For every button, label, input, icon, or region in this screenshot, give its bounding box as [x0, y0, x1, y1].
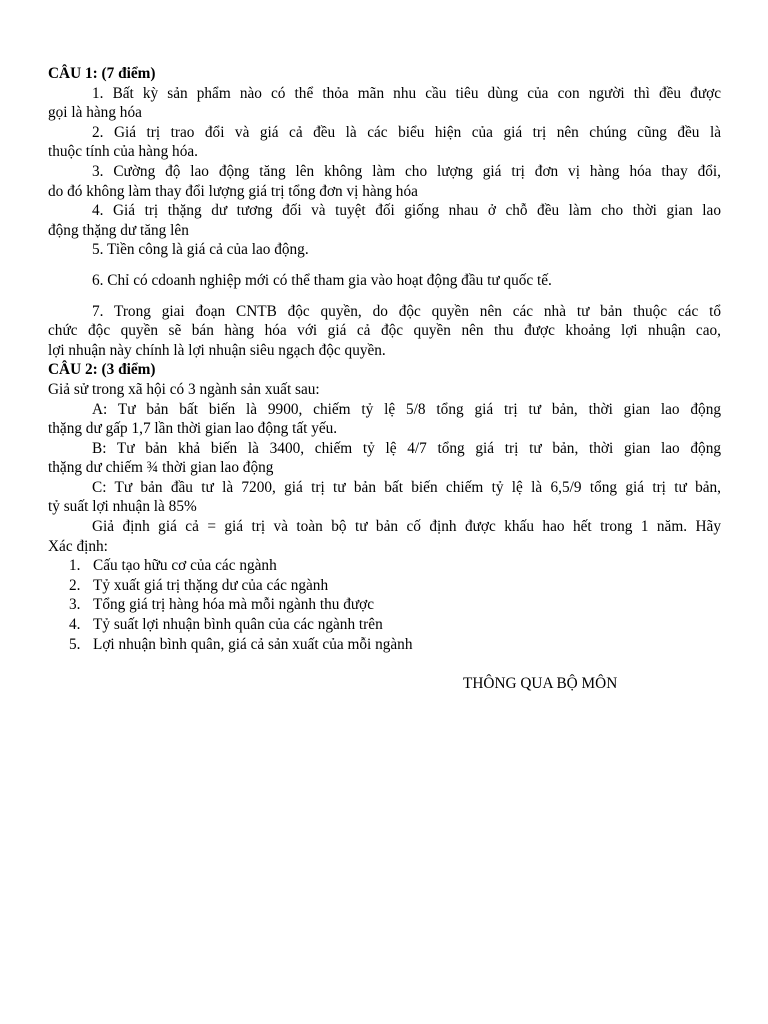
q2-intro: Giả sử trong xã hội có 3 ngành sản xuất sau: — [48, 380, 320, 398]
task-text: Tổng giá trị hàng hóa mà mỗi ngành thu được — [93, 596, 375, 614]
task-number: 1. — [69, 557, 81, 575]
q2-assumption-line-1: Giả định giá cả = giá trị và toàn bộ tư bản cố định được khấu hao hết trong 1 năm. Hãy — [92, 518, 721, 536]
q2-branch-c-line-2: tỷ suất lợi nhuận là 85% — [48, 498, 197, 516]
q2-task-1 — [48, 556, 721, 576]
q2-branch-a-line-2: thặng dư gấp 1,7 lần thời gian lao động tất yếu. — [48, 420, 338, 438]
task-text: Lợi nhuận bình quân, giá cả sản xuất của mỗi ngành — [93, 635, 413, 653]
q2-branch-b-line-2: thặng dư chiếm ¾ thời gian lao động — [48, 459, 274, 477]
q1-statement-5: 5. Tiền công là giá cả của lao động. — [92, 241, 309, 259]
task-text: Tỷ suất lợi nhuận bình quân của các ngành trên — [93, 616, 383, 634]
q1-statement-2-line-2: thuộc tính của hàng hóa. — [48, 143, 198, 161]
task-text: Tỷ xuất giá trị thặng dư của các ngành — [93, 576, 329, 594]
department-approval: THÔNG QUA BỘ MÔN — [463, 675, 618, 692]
question-2-title: CÂU 2: (3 điểm) — [48, 361, 156, 379]
q1-statement-4-line-1: 4. Giá trị thặng dư tương đối và tuyệt đối giống nhau ở chỗ đều làm cho thời gian lao — [92, 202, 721, 220]
q1-statement-1-line-1: 1. Bất kỳ sản phẩm nào có thể thỏa mãn nhu cầu tiêu dùng của con người thì đều được — [92, 84, 721, 102]
q2-branch-a-line-1: A: Tư bản bất biến là 9900, chiếm tỷ lệ 5/8 tổng giá trị tư bản, thời gian lao động — [92, 400, 721, 418]
q1-statement-3-line-2: do đó không làm thay đổi lượng giá trị tổng đơn vị hàng hóa — [48, 182, 418, 200]
exam-document — [48, 64, 721, 654]
q1-statement-7-line-3: lợi nhuận này chính là lợi nhuận siêu ngạch độc quyền. — [48, 341, 386, 359]
q2-task-4 — [48, 615, 721, 635]
q2-branch-c-line-1: C: Tư bản đầu tư là 7200, giá trị tư bản bất biến chiếm tỷ lệ là 6,5/9 tổng giá trị tư bản, — [92, 478, 721, 496]
task-number: 3. — [69, 596, 81, 614]
task-number: 2. — [69, 576, 81, 594]
q2-task-5 — [48, 635, 721, 655]
q2-task-2 — [48, 576, 721, 596]
q1-statement-4-line-2: động thặng dư tăng lên — [48, 221, 189, 239]
question-1-title: CÂU 1: (7 điểm) — [48, 65, 156, 82]
task-number: 4. — [69, 616, 81, 634]
q2-assumption-line-2: Xác định: — [48, 537, 108, 555]
q2-branch-b-line-1: B: Tư bản khả biến là 3400, chiếm tỷ lệ 4/7 tổng giá trị tư bản, thời gian lao động — [92, 439, 721, 457]
q1-statement-3-line-1: 3. Cường độ lao động tăng lên không làm cho lượng giá trị đơn vị hàng hóa thay đổi, — [92, 162, 721, 180]
q1-statement-6: 6. Chỉ có cdoanh nghiệp mới có thể tham gia vào hoạt động đầu tư quốc tế. — [92, 271, 552, 289]
q1-statement-1-line-2: gọi là hàng hóa — [48, 104, 142, 122]
q1-statement-2-line-1: 2. Giá trị trao đổi và giá cả đều là các biểu hiện của giá trị nên chúng cũng đều là — [92, 123, 721, 141]
q1-statement-7-line-2: chức độc quyền sẽ bán hàng hóa với giá cả độc quyền nên thu được khoảng lợi nhuận cao, — [48, 322, 721, 340]
q1-statement-7-line-1: 7. Trong giai đoạn CNTB độc quyền, do độc quyền nên các nhà tư bản thuộc các tổ — [92, 302, 721, 320]
q2-task-3 — [48, 595, 721, 615]
task-text: Cấu tạo hữu cơ của các ngành — [93, 557, 277, 575]
task-number: 5. — [69, 635, 81, 653]
